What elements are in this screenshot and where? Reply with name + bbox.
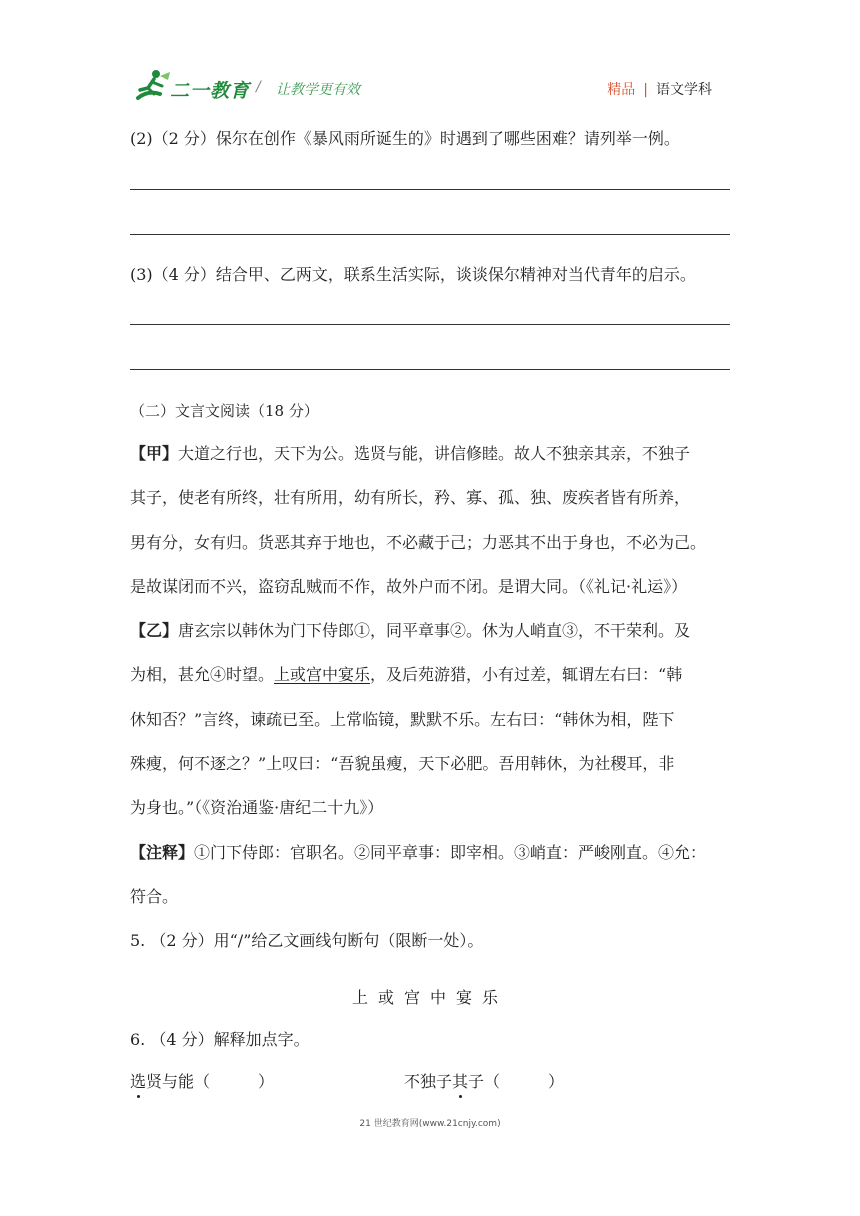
header-divider: | xyxy=(643,82,648,98)
question-6: 6. （4 分）解释加点字。 xyxy=(130,1030,310,1049)
underlined-sentence: 上或宫中宴乐 xyxy=(274,665,371,684)
subject-label: 语文学科 xyxy=(656,82,712,98)
passage-yi-line: 殊瘦，何不逐之？”上叹曰：“吾貌虽瘦，天下必肥。吾用韩休，为社稷耳，非 xyxy=(130,754,675,773)
question-3: (3)（4 分）结合甲、乙两文，联系生活实际，谈谈保尔精神对当代青年的启示。 xyxy=(130,265,696,284)
slogan: 让教学更有效 xyxy=(276,82,360,98)
answer-line[interactable] xyxy=(130,324,730,325)
q6-item-text: 贤与能（ ） xyxy=(146,1072,275,1091)
slogan-separator: / xyxy=(256,79,261,95)
passage-yi-line xyxy=(130,621,730,641)
notes-label: 【注释】 xyxy=(130,843,195,862)
answer-line[interactable] xyxy=(130,189,730,190)
header-subject xyxy=(607,79,712,99)
notes-text: ①门下侍郎：官职名。②同平章事：即宰相。③峭直：严峻刚直。④允： xyxy=(194,843,707,862)
page-header xyxy=(134,68,724,108)
passage-yi-line: 休知否？”言终，谏疏已至。上常临镜，默默不乐。左右曰：“韩休为相，陛下 xyxy=(130,710,675,729)
passage-yi-label: 【乙】 xyxy=(130,621,179,640)
jingpin-label: 精品 xyxy=(607,82,636,98)
logo-text: 二一教育 xyxy=(170,80,251,102)
q5-sentence: 上或宫中宴乐 xyxy=(351,988,508,1007)
passage-jia-line: 其子，使老有所终，壮有所用，幼有所长，矜、寡、孤、独、废疾者皆有所养， xyxy=(130,488,691,507)
answer-line[interactable] xyxy=(130,369,730,370)
passage-text: 唐玄宗以韩休为门下侍郎①，同平章事②。休为人峭直③，不干荣利。及 xyxy=(178,621,691,640)
logo xyxy=(134,68,264,108)
q6-item-b[interactable] xyxy=(404,1072,734,1092)
answer-line[interactable] xyxy=(130,234,730,235)
passage-yi-line xyxy=(130,665,730,685)
page-footer: 21 世纪教育网(www.21cnjy.com) xyxy=(359,1119,501,1129)
passage-jia-label: 【甲】 xyxy=(130,444,179,463)
notes-line: 符合。 xyxy=(130,887,179,906)
q6-item-text: 子（ ） xyxy=(468,1072,565,1091)
section-title: （二）文言文阅读（18 分） xyxy=(130,402,319,420)
passage-yi-line: 为身也。”（《资治通鉴·唐纪二十九》） xyxy=(130,798,384,817)
passage-jia-line: 男有分，女有归。货恶其弃于地也，不必藏于己；力恶其不出于身也，不必为己。 xyxy=(130,533,707,552)
dotted-char: 选 xyxy=(130,1072,147,1091)
passage-jia-line: 是故谋闭而不兴，盗窃乱贼而不作，故外户而不闭。是谓大同。（《礼记·礼运》） xyxy=(130,577,688,596)
passage-jia-line xyxy=(130,444,730,464)
runner-logo-icon xyxy=(134,68,174,104)
passage-text: ，及后苑游猎，小有过差，辄谓左右曰：“韩 xyxy=(370,665,683,684)
question-5: 5. （2 分）用“/”给乙文画线句断句（限断一处）。 xyxy=(130,931,484,950)
dotted-char: 其 xyxy=(452,1072,469,1091)
passage-text: 为相，甚允④时望。 xyxy=(130,665,275,684)
question-2: (2)（2 分）保尔在创作《暴风雨所诞生的》时遇到了哪些困难？请列举一例。 xyxy=(130,129,680,148)
q6-item-text: 不独子 xyxy=(404,1072,453,1091)
notes-line xyxy=(130,843,730,863)
passage-text: 大道之行也，天下为公。选贤与能，讲信修睦。故人不独亲其亲，不独子 xyxy=(178,444,691,463)
